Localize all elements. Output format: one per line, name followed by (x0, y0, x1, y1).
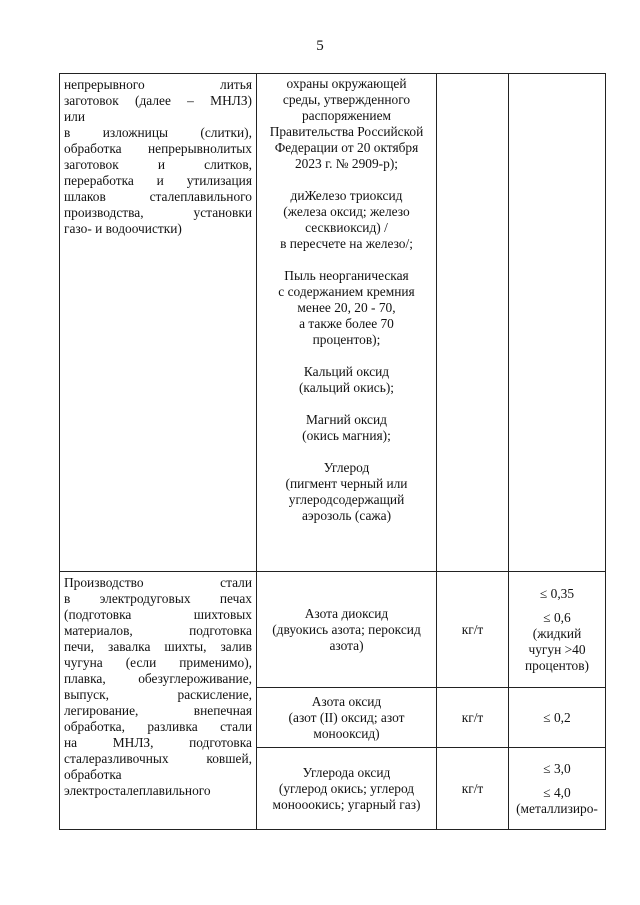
substance-line: (азот (II) оксид; азот (288, 709, 405, 725)
substance-line: Кальций оксид (303, 364, 390, 379)
norm-value: (жидкий (532, 625, 582, 641)
process-cell (60, 74, 257, 572)
unit-cell: кг/т (437, 572, 509, 688)
substance-line: менее 20, 20 - 70, (297, 300, 396, 315)
table-row (60, 74, 606, 572)
process-line: производства, установки (64, 205, 252, 220)
substance-entry (260, 364, 433, 396)
substance-entry (260, 188, 433, 252)
substance-line: Пыль неорганическая (284, 268, 409, 283)
value-cell (509, 688, 606, 748)
substance-line: Азота оксид (311, 693, 382, 709)
substance-line: (железа оксид; железо (283, 204, 410, 219)
norm-value: ≤ 3,0 (543, 760, 571, 776)
substance-line: (кальций окись); (298, 380, 395, 395)
process-line: в электродуговых печах (64, 591, 252, 606)
substance-line: 2023 г. № 2909-р); (294, 156, 399, 171)
value-cell (509, 748, 606, 830)
substance-line: монооксид) (313, 725, 380, 741)
table-row (60, 572, 606, 688)
substance-line: а также более 70 (299, 316, 394, 331)
process-line: материалов, подготовка (64, 623, 252, 638)
process-line: заготовок (далее – МНЛЗ) (64, 93, 252, 108)
substance-line: Правительства Российской (269, 124, 424, 139)
substance-line: с содержанием кремния (278, 284, 415, 299)
substance-line: Углерода оксид (302, 764, 391, 780)
process-line: на МНЛЗ, подготовка (64, 735, 252, 750)
substance-line: сесквиоксид) / (305, 220, 388, 235)
process-line: в изложницы (слитки), (64, 125, 252, 140)
substance-line: среды, утвержденного (282, 92, 411, 107)
unit-cell (437, 74, 509, 572)
substance-line: охраны окружающей (286, 76, 407, 91)
process-line: электросталеплавильного (64, 783, 211, 798)
norms-table (59, 73, 606, 830)
process-line: обработка непрерывнолитых (64, 141, 252, 156)
substance-cell (257, 74, 437, 572)
substance-entry (260, 268, 433, 348)
substance-line: Федерации от 20 октября (274, 140, 419, 155)
substance-line: аэрозоль (сажа) (301, 508, 392, 523)
norm-value: (металлизиро- (516, 800, 598, 816)
process-line: сталеразливочных ковшей, (64, 751, 252, 766)
unit-cell: кг/т (437, 688, 509, 748)
substance-line: диЖелезо триоксид (290, 188, 403, 203)
substance-line: Азота диоксид (304, 605, 389, 621)
substance-line: (пигмент черный или (285, 476, 408, 491)
substance-entry (260, 412, 433, 444)
substance-cell (257, 572, 437, 688)
value-gap (509, 777, 605, 785)
value-gap (509, 602, 605, 610)
unit-cell: кг/т (437, 748, 509, 830)
process-line: обработка (64, 767, 122, 782)
page-number: 5 (316, 38, 324, 54)
process-line: обработка, разливка стали (64, 719, 252, 734)
substance-line: процентов); (312, 332, 381, 347)
substance-entry (260, 76, 433, 172)
value-cell (509, 572, 606, 688)
process-cell (60, 572, 257, 830)
substance-line: (окись магния); (302, 428, 391, 443)
substance-entry (260, 460, 433, 524)
substance-line: азота) (329, 637, 364, 653)
process-line: (подготовка шихтовых (64, 607, 252, 622)
norm-value: ≤ 0,6 (543, 609, 571, 625)
process-line: заготовок и слитков, (64, 157, 252, 172)
substance-line: Углерод (323, 460, 370, 475)
process-line: чугуна (если применимо), (64, 655, 252, 670)
process-line: выпуск, раскисление, (64, 687, 252, 702)
norm-value: процентов) (525, 657, 589, 673)
norm-value: чугун >40 (528, 641, 586, 657)
norm-value: ≤ 4,0 (543, 784, 571, 800)
process-line: переработка и утилизация (64, 173, 252, 188)
substance-line: (углерод окись; углерод (278, 780, 415, 796)
substance-line: в пересчете на железо/; (280, 236, 413, 251)
substance-cell (257, 688, 437, 748)
process-line: Производство стали (64, 575, 252, 590)
substance-line: распоряжением (301, 108, 392, 123)
substance-cell (257, 748, 437, 830)
process-line: печи, завалка шихты, залив (64, 639, 252, 654)
value-cell (509, 74, 606, 572)
norm-value: ≤ 0,35 (539, 585, 575, 601)
process-line: шлаков сталеплавильного (64, 189, 252, 204)
norm-value: ≤ 0,2 (543, 709, 571, 725)
process-line: легирование, внепечная (64, 703, 252, 718)
process-line: плавка, обезуглероживание, (64, 671, 252, 686)
substance-line: Магний оксид (306, 412, 387, 427)
substance-line: (двуокись азота; пероксид (272, 621, 421, 637)
process-line: непрерывного литья (64, 77, 252, 92)
substance-line: углеродсодержащий (288, 492, 405, 507)
process-line: газо- и водоочистки) (64, 221, 182, 236)
process-line: или (64, 109, 86, 124)
substance-line: монооокись; угарный газ) (272, 796, 421, 812)
